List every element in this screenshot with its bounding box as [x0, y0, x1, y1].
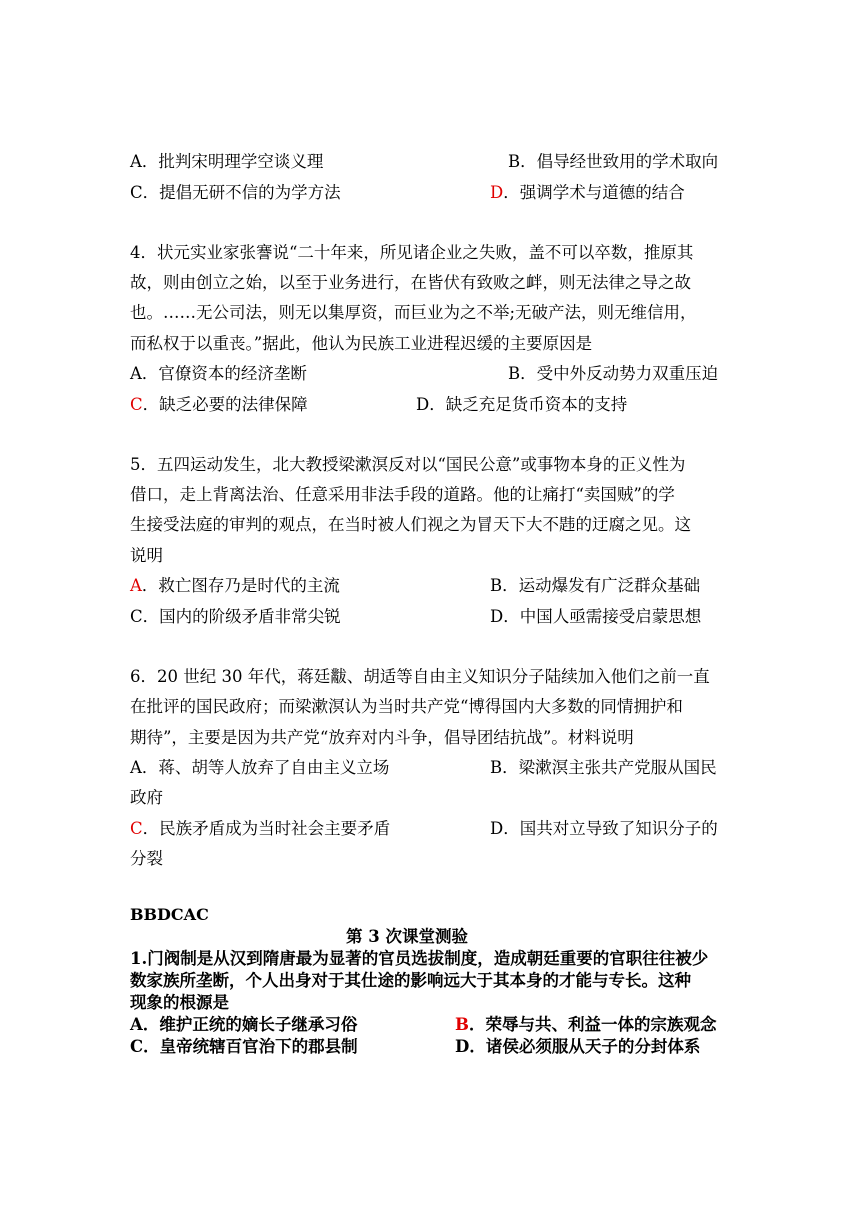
section3-q1-option-b: B．荣辱与共、利益一体的宗族观念	[455, 1015, 717, 1034]
q3-option-a: A．批判宋明理学空谈义理	[130, 152, 324, 171]
q4-option-a: A．官僚资本的经济垄断	[130, 364, 307, 383]
answer-marker: C	[130, 819, 143, 838]
q5-option-d: D．中国人亟需接受启蒙思想	[490, 607, 702, 626]
q4-stem-line: 也。……无公司法，则无以集厚资，而巨业为之不举;无破产法，则无维信用，	[130, 303, 697, 322]
answer-key: BBDCAC	[130, 905, 209, 924]
q5-option-b: B．运动爆发有广泛群众基础	[490, 576, 701, 595]
section3-q1-stem-line: 数家族所垄断，个人出身对于其仕途的影响远大于其本身的才能与专长。这种	[130, 971, 691, 990]
q3-option-c: C．提倡无研不信的为学方法	[130, 183, 341, 202]
section3-q1-option-d: D．诸侯必须服从天子的分封体系	[455, 1037, 701, 1056]
q4-option-d: D．缺乏充足货币资本的支持	[416, 395, 628, 414]
q5-option-c: C．国内的阶级矛盾非常尖锐	[130, 607, 341, 626]
q5-option-a: A．救亡图存乃是时代的主流	[130, 576, 340, 595]
q6-option-c: C．民族矛盾成为当时社会主要矛盾	[130, 819, 391, 838]
section3-q1-option-a: A．维护正统的嫡长子继承习俗	[130, 1015, 358, 1034]
section3-q1-option-c: C．皇帝统辖百官治下的郡县制	[130, 1037, 358, 1056]
q5-stem-line: 生接受法庭的审判的观点，在当时被人们视之为冒天下大不韪的迂腐之见。这	[130, 515, 691, 534]
q6-stem-line: 期待”，主要是因为共产党“放弃对内斗争，倡导团结抗战”。材料说明	[130, 728, 634, 747]
q4-option-b: B．受中外反动势力双重压迫	[508, 364, 719, 383]
q3-option-d: D．强调学术与道德的结合	[490, 183, 685, 202]
q4-stem-line: 故，则由创立之始，以至于业务进行，在皆伏有致败之衅，则无法律之导之故	[130, 273, 691, 292]
q6-option-a: A．蒋、胡等人放弃了自由主义立场	[130, 758, 390, 777]
section3-q1-stem-line: 现象的根源是	[130, 993, 229, 1012]
q4-option-c: C．缺乏必要的法律保障	[130, 395, 308, 414]
q4-stem-line: 而私权于以重丧。”据此，他认为民族工业进程迟缓的主要原因是	[130, 334, 593, 353]
q6-stem-line: 在批评的国民政府；而梁漱溟认为当时共产党“博得国内大多数的同情拥护和	[130, 697, 683, 716]
q5-stem-line: 借口，走上背离法治、任意采用非法手段的道路。他的让痛打“卖国贼”的学	[130, 485, 675, 504]
answer-marker: B	[455, 1015, 469, 1034]
answer-marker: C	[130, 395, 143, 414]
q3-option-b: B．倡导经世致用的学术取向	[508, 152, 719, 171]
q6-stem-line: 6．20 世纪 30 年代，蒋廷黻、胡适等自由主义知识分子陆续加入他们之前一直	[130, 667, 710, 686]
q5-stem-line: 5．五四运动发生，北大教授梁漱溟反对以“国民公意”或事物本身的正义性为	[130, 455, 686, 474]
answer-marker: A	[130, 576, 142, 595]
q5-stem-line: 说明	[130, 546, 163, 565]
answer-marker: D	[490, 183, 504, 202]
q6-option-b: B．梁漱溟主张共产党服从国民	[490, 758, 717, 777]
section-title: 第 3 次课堂测验	[346, 927, 468, 946]
section3-q1-stem-line: 1.门阀制是从汉到隋唐最为显著的官员选拔制度，造成朝廷重要的官职往往被少	[130, 949, 709, 968]
q6-option-d: D．国共对立导致了知识分子的	[490, 819, 718, 838]
q6-option-d-continued: 分裂	[130, 849, 163, 868]
q6-option-b-continued: 政府	[130, 788, 163, 807]
q4-stem-line: 4．状元实业家张謇说“二十年来，所见诸企业之失败，盖不可以卒数，推原其	[130, 243, 694, 262]
